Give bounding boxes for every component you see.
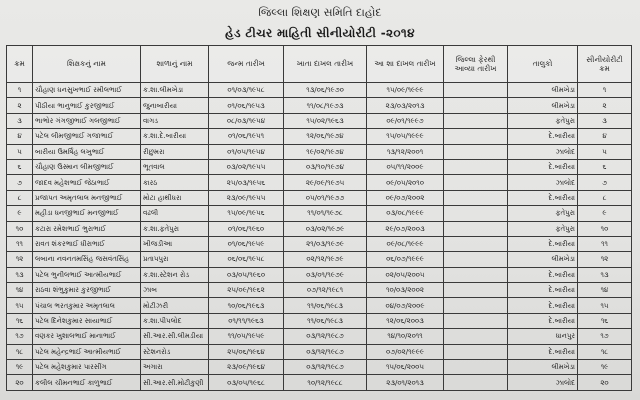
- cell-birth-date: ૨૩/૦૯/૧૯૫૫: [209, 190, 284, 205]
- cell-taluka: દે.બારીયા: [508, 344, 578, 359]
- table-row: [7, 144, 632, 159]
- cell-birth-date: ૦૧/૦૬/૧૯૬૦: [209, 221, 284, 236]
- cell-birth-date: ૦૮/૦૩/૧૯૫૪: [209, 113, 284, 128]
- cell-seniority-rank: ૭: [578, 175, 632, 190]
- cell-teacher-name: પટેલ લીમજીભાઈ ગજાભાઈ: [33, 129, 141, 144]
- cell-district-transfer-date: [444, 267, 508, 282]
- cell-birth-date: ૦૩/૦૨/૧૯૫૫: [209, 159, 284, 174]
- cell-asha-join-date: ૧૫/૦૫/૧૯૯૯: [367, 129, 444, 144]
- cell-birth-date: ૦૧/૦૩/૧૯૫૮: [209, 83, 284, 98]
- cell-birth-date: ૦૧/૧૧/૧૯૬૩: [209, 313, 284, 328]
- cell-district-transfer-date: [444, 360, 508, 375]
- cell-taluka: દે.બારીયા: [508, 190, 578, 205]
- cell-dept-join-date: ૧૫/૦૨/૧૯૬૩: [284, 113, 367, 128]
- cell-seniority-rank: ૨: [578, 98, 632, 113]
- cell-teacher-name: બારીયા ઉમર્ષિંહ લખુભાઈ: [33, 144, 141, 159]
- cell-dept-join-date: ૧૦/૧૨/૧૯૮૮: [284, 375, 367, 390]
- cell-asha-join-date: ૦૬/૦૭/૧૯૯૯: [367, 252, 444, 267]
- cell-asha-join-date: ૧૫/૦૬/૨૦૦૫: [367, 360, 444, 375]
- cell-seniority-rank: ૧૮: [578, 344, 632, 359]
- cell-dept-join-date: ૧૧/૦૧/૧૯૭૮: [284, 206, 367, 221]
- cell-seniority-rank: ૧૪: [578, 283, 632, 298]
- cell-taluka: દે.બારીયા: [508, 159, 578, 174]
- cell-school-name: સ્ટેશનરોડ: [141, 344, 209, 359]
- cell-school-name: ક.શા.સ્ટેશન રોડ: [141, 267, 209, 282]
- header-serial: ક્રમ: [7, 46, 33, 83]
- cell-district-transfer-date: [444, 129, 508, 144]
- cell-teacher-name: જાદવ મહેશભાઈ જેઠાભાઈ: [33, 175, 141, 190]
- header-birth-date: જન્મ તારીખ: [209, 46, 284, 83]
- table-row: [7, 298, 632, 313]
- cell-asha-join-date: ૦૯/૦૧/૧૯૯૭: [367, 113, 444, 128]
- cell-school-name: ક.શા.લીમખેડા: [141, 83, 209, 98]
- cell-school-name: સી.આર.સી.મોટીકુણી: [141, 375, 209, 390]
- cell-district-transfer-date: [444, 329, 508, 344]
- cell-dept-join-date: ૦૩/૦૨/૧૯૭૯: [284, 221, 367, 236]
- cell-taluka: દે.બારીયા: [508, 298, 578, 313]
- cell-birth-date: ૦૩/૦૫/૧૯૬૦: [209, 267, 284, 282]
- cell-asha-join-date: ૧૩/૧૨/૨૦૦૧: [367, 144, 444, 159]
- cell-school-name: રીછુમરા: [141, 144, 209, 159]
- cell-district-transfer-date: [444, 375, 508, 390]
- cell-teacher-name: રાવત શંકરભાઈ ધીરાભાઈ: [33, 236, 141, 251]
- cell-school-name: ક.શા.પીપલોદ: [141, 313, 209, 328]
- table-row: [7, 113, 632, 128]
- cell-asha-join-date: ૨૩/૦૩/૨૦૧૩: [367, 98, 444, 113]
- cell-district-transfer-date: [444, 98, 508, 113]
- cell-seniority-rank: ૧૧: [578, 236, 632, 251]
- header-district-transfer-date: જિલ્લા ફેરથી આવ્યા તારીખ: [444, 46, 508, 83]
- header-asha-join-date: આ શા દાખલ તારીખ: [367, 46, 444, 83]
- cell-taluka: ફતેપુરા: [508, 113, 578, 128]
- header-seniority-rank: સીનીયોરીટી ક્રમ: [578, 46, 632, 83]
- cell-taluka: લીમખેડા: [508, 98, 578, 113]
- cell-seniority-rank: ૯: [578, 206, 632, 221]
- cell-district-transfer-date: [444, 221, 508, 236]
- cell-asha-join-date: ૧૦/૦૩/૨૦૦૨: [367, 283, 444, 298]
- cell-asha-join-date: ૦૨/૦૫/૨૦૦૫: [367, 267, 444, 282]
- cell-seniority-rank: ૧૭: [578, 329, 632, 344]
- cell-teacher-name: રાઠવા શંભુકુમાર કુરજીભાઈ: [33, 283, 141, 298]
- cell-serial: ૮: [7, 190, 33, 205]
- cell-district-transfer-date: [444, 144, 508, 159]
- cell-taluka: ધાનપુર: [508, 329, 578, 344]
- cell-dept-join-date: ૦૭/૧૨/૧૯૮૧: [284, 283, 367, 298]
- cell-dept-join-date: ૧૧/૦૬/૧૯૮૩: [284, 313, 367, 328]
- cell-school-name: જુનાબારીયા: [141, 98, 209, 113]
- cell-taluka: ઝાલોદ: [508, 144, 578, 159]
- organization-title: જિલ્લા શિક્ષણ સમિતિ દાહોદ: [258, 6, 382, 19]
- cell-taluka: દે.બારીયા: [508, 267, 578, 282]
- cell-dept-join-date: ૦૩/૧૦/૧૯૭૪: [284, 159, 367, 174]
- cell-serial: ૯: [7, 206, 33, 221]
- cell-seniority-rank: ૧: [578, 83, 632, 98]
- cell-seniority-rank: ૨૦: [578, 375, 632, 390]
- cell-taluka: દે.બારીયા: [508, 129, 578, 144]
- cell-birth-date: ૧૫/૦૯/૧૯૫૬: [209, 206, 284, 221]
- cell-district-transfer-date: [444, 236, 508, 251]
- table-row: [7, 159, 632, 174]
- header-taluka: તાલુકો: [508, 46, 578, 83]
- cell-teacher-name: પંચાલ ભરતકુમાર અમૃતલાલ: [33, 298, 141, 313]
- cell-teacher-name: પટેલ મહેન્દ્રભાઈ આત્મીયભાઈ: [33, 344, 141, 359]
- cell-birth-date: ૨૩/૦૯/૧૯૬૪: [209, 360, 284, 375]
- cell-dept-join-date: ૧૩/૦૬/૧૯૭૦: [284, 83, 367, 98]
- cell-district-transfer-date: [444, 83, 508, 98]
- table-row: [7, 175, 632, 190]
- cell-serial: ૧: [7, 83, 33, 98]
- cell-serial: ૧૮: [7, 344, 33, 359]
- cell-serial: ૪: [7, 129, 33, 144]
- cell-asha-join-date: ૦૭/૦૨/૧૯૯૯: [367, 344, 444, 359]
- cell-asha-join-date: ૦૫/૧૧/૨૦૦૯: [367, 159, 444, 174]
- cell-dept-join-date: ૦૩/૦૧/૧૯૭૯: [284, 267, 367, 282]
- header-teacher-name: શિક્ષકનું નામ: [33, 46, 141, 83]
- cell-taluka: ઝાલોદ: [508, 175, 578, 190]
- cell-district-transfer-date: [444, 313, 508, 328]
- cell-birth-date: ૦૧/૦૫/૧૯૫૪: [209, 144, 284, 159]
- seniority-table: [6, 45, 632, 391]
- cell-school-name: કારઠ: [141, 175, 209, 190]
- cell-teacher-name: પીઠીયા ભાનુભાઈ કુરજીભાઈ: [33, 98, 141, 113]
- table-row: [7, 190, 632, 205]
- cell-dept-join-date: ૦૩/૧૨/૧૯૮૭: [284, 360, 367, 375]
- cell-seniority-rank: ૪: [578, 129, 632, 144]
- cell-birth-date: ૦૬/૦૬/૧૯૫૮: [209, 252, 284, 267]
- cell-district-transfer-date: [444, 344, 508, 359]
- cell-serial: ૭: [7, 175, 33, 190]
- cell-district-transfer-date: [444, 252, 508, 267]
- cell-serial: ૧૦: [7, 221, 33, 236]
- cell-taluka: લીમખેડા: [508, 252, 578, 267]
- table-header-row: [7, 46, 632, 83]
- cell-birth-date: ૨૫/૦૬/૧૯૬૪: [209, 344, 284, 359]
- cell-taluka: દે.બારીયા: [508, 236, 578, 251]
- cell-dept-join-date: ૦૨/૧૨/૧૯૭૯: [284, 252, 367, 267]
- cell-taluka: લીમખેડા: [508, 83, 578, 98]
- cell-asha-join-date: ૧૫/૦૯/૧૯૯૯: [367, 83, 444, 98]
- cell-seniority-rank: ૧૩: [578, 267, 632, 282]
- cell-teacher-name: કલીલ ચીમનભાઈ કાળુભાઈ: [33, 375, 141, 390]
- cell-birth-date: ૦૧/૦૬/૧૯૫૯: [209, 236, 284, 251]
- cell-dept-join-date: ૨૧/૦૩/૧૯૭૯: [284, 236, 367, 251]
- cell-teacher-name: લબાના નવનતમસિંહ જસવંતસિંહ: [33, 252, 141, 267]
- cell-serial: ૩: [7, 113, 33, 128]
- table-row: [7, 236, 632, 251]
- cell-seniority-rank: ૮: [578, 190, 632, 205]
- table-row: [7, 98, 632, 113]
- cell-taluka: ઝાલોદ: [508, 375, 578, 390]
- cell-birth-date: ૧૧/૦૫/૧૯૫૯: [209, 329, 284, 344]
- cell-teacher-name: પ્રજાપત અમૃતલાલ મનજીભાઈ: [33, 190, 141, 205]
- cell-district-transfer-date: [444, 159, 508, 174]
- cell-seniority-rank: ૩: [578, 113, 632, 128]
- cell-taluka: દે.બારીયા: [508, 283, 578, 298]
- cell-serial: ૧૬: [7, 313, 33, 328]
- table-row: [7, 344, 632, 359]
- cell-school-name: ક.શા.ફતેપુરા: [141, 221, 209, 236]
- cell-dept-join-date: ૧૨/૦૬/૧૯૭૪: [284, 129, 367, 144]
- cell-seniority-rank: ૧૯: [578, 360, 632, 375]
- cell-teacher-name: પટેલ દિનેશકુમાર સાયાભાઈ: [33, 313, 141, 328]
- cell-dept-join-date: ૧૧/૦૬/૧૯૮૩: [284, 298, 367, 313]
- cell-district-transfer-date: [444, 283, 508, 298]
- cell-taluka: ફતેપુરા: [508, 206, 578, 221]
- cell-serial: ૨૦: [7, 375, 33, 390]
- document-title: હેડ ટીચર માહિતી સીનીયોરીટી -૨૦૧૪: [225, 26, 415, 40]
- cell-teacher-name: પટેલ ભુનીલભાઈ આત્મીયભાઈ: [33, 267, 141, 282]
- table-row: [7, 329, 632, 344]
- table-row: [7, 252, 632, 267]
- cell-asha-join-date: ૧૨/૦૬/૨૦૦૩: [367, 313, 444, 328]
- table-row: [7, 360, 632, 375]
- cell-teacher-name: વણકર ખુશાલભાઈ માનાભાઈ: [33, 329, 141, 344]
- header-dept-join-date: ખાતા દાખલ તારીખ: [284, 46, 367, 83]
- cell-school-name: ઝાબ: [141, 283, 209, 298]
- cell-teacher-name: ભાભોર ગંગજીભાઈ ગલજીભાઈ: [33, 113, 141, 128]
- cell-birth-date: ૨૫/૦૩/૧૯૫૬: [209, 175, 284, 190]
- cell-birth-date: ૦૩/૦૫/૧૯૬૮: [209, 375, 284, 390]
- cell-district-transfer-date: [444, 298, 508, 313]
- cell-dept-join-date: ૦૩/૧૨/૧૯૮૭: [284, 329, 367, 344]
- cell-birth-date: ૦૧/૦૬/૧૯૫૧: [209, 129, 284, 144]
- cell-seniority-rank: ૬: [578, 159, 632, 174]
- table-row: [7, 83, 632, 98]
- cell-serial: ૫: [7, 144, 33, 159]
- cell-asha-join-date: ૦૯/૦૮/૧૯૯૯: [367, 236, 444, 251]
- cell-birth-date: ૦૧/૦૬/૧૯૫૩: [209, 98, 284, 113]
- cell-seniority-rank: ૧૬: [578, 313, 632, 328]
- cell-asha-join-date: ૦૪/૦૭/૨૦૦૯: [367, 298, 444, 313]
- cell-seniority-rank: ૧૫: [578, 298, 632, 313]
- cell-school-name: ભૂતવાલ: [141, 159, 209, 174]
- header-school-name: શાળાનું નામ: [141, 46, 209, 83]
- cell-seniority-rank: ૫: [578, 144, 632, 159]
- table-row: [7, 206, 632, 221]
- cell-school-name: અગારા: [141, 360, 209, 375]
- cell-asha-join-date: ૦૯/૦૭/૨૦૦૨: [367, 190, 444, 205]
- cell-teacher-name: પટેલ મહેશકુમાર પારસીંગ: [33, 360, 141, 375]
- cell-seniority-rank: ૧૨: [578, 252, 632, 267]
- cell-teacher-name: ચૌહાણ ધનસુખભાઈ રમીલભાઈ: [33, 83, 141, 98]
- cell-asha-join-date: ૦૯/૦૫/૨૦૧૦: [367, 175, 444, 190]
- cell-dept-join-date: ૧૯/૦૨/૧૯૭૪: [284, 144, 367, 159]
- cell-school-name: સી.આર.સી.લીમડીયા: [141, 329, 209, 344]
- table-row: [7, 221, 632, 236]
- cell-teacher-name: ચૌહાણ ઉસ્માન લીમજીભાઈ: [33, 159, 141, 174]
- cell-asha-join-date: ૦૩/૦૮/૧૯૯૯: [367, 206, 444, 221]
- cell-school-name: વાગડ: [141, 113, 209, 128]
- cell-teacher-name: કટારા રમેશભાઈ ભુરાભાઈ: [33, 221, 141, 236]
- table-row: [7, 375, 632, 390]
- cell-school-name: પ્રતાપપુરા: [141, 252, 209, 267]
- cell-district-transfer-date: [444, 206, 508, 221]
- table-row: [7, 129, 632, 144]
- cell-school-name: ક.શા.દે.બારીયા: [141, 129, 209, 144]
- cell-serial: ૧૩: [7, 267, 33, 282]
- cell-school-name: મોટા હાથીધરા: [141, 190, 209, 205]
- cell-teacher-name: મહીડા ધનજીભાઈ મનજીભાઈ: [33, 206, 141, 221]
- cell-dept-join-date: ૦૩/૧૨/૧૯૮૭: [284, 344, 367, 359]
- cell-dept-join-date: ૦૫/૦૧/૧૯૭૭: [284, 190, 367, 205]
- cell-dept-join-date: ૨૯/૦૯/૧૯૭૫: [284, 175, 367, 190]
- cell-school-name: ખીજડીઆ: [141, 236, 209, 251]
- cell-birth-date: ૨૫/૦૯/૧૯૬૨: [209, 283, 284, 298]
- cell-district-transfer-date: [444, 175, 508, 190]
- cell-serial: ૧૯: [7, 360, 33, 375]
- cell-dept-join-date: ૧૧/૦૮/૧૯૭૩: [284, 98, 367, 113]
- cell-asha-join-date: ૧૪/૧૦/૨૦૧૧: [367, 329, 444, 344]
- cell-serial: ૧૧: [7, 236, 33, 251]
- table-row: [7, 267, 632, 282]
- cell-serial: ૧૭: [7, 329, 33, 344]
- cell-birth-date: ૧૦/૦૬/૧૯૬૩: [209, 298, 284, 313]
- cell-asha-join-date: ૨૩/૦૧/૨૦૧૩: [367, 375, 444, 390]
- cell-school-name: મોટીઝરી: [141, 298, 209, 313]
- cell-serial: ૧૫: [7, 298, 33, 313]
- cell-taluka: ફતેપુરા: [508, 221, 578, 236]
- cell-seniority-rank: ૧૦: [578, 221, 632, 236]
- cell-serial: ૨: [7, 98, 33, 113]
- table-row: [7, 283, 632, 298]
- cell-taluka: લીમખેડા: [508, 360, 578, 375]
- cell-serial: ૧૪: [7, 283, 33, 298]
- cell-district-transfer-date: [444, 190, 508, 205]
- cell-asha-join-date: ૨૯/૦૭/૨૦૦૩: [367, 221, 444, 236]
- cell-school-name: વઢલી: [141, 206, 209, 221]
- cell-serial: ૧૨: [7, 252, 33, 267]
- table-row: [7, 313, 632, 328]
- cell-serial: ૬: [7, 159, 33, 174]
- cell-taluka: દે.બારીયા: [508, 313, 578, 328]
- cell-district-transfer-date: [444, 113, 508, 128]
